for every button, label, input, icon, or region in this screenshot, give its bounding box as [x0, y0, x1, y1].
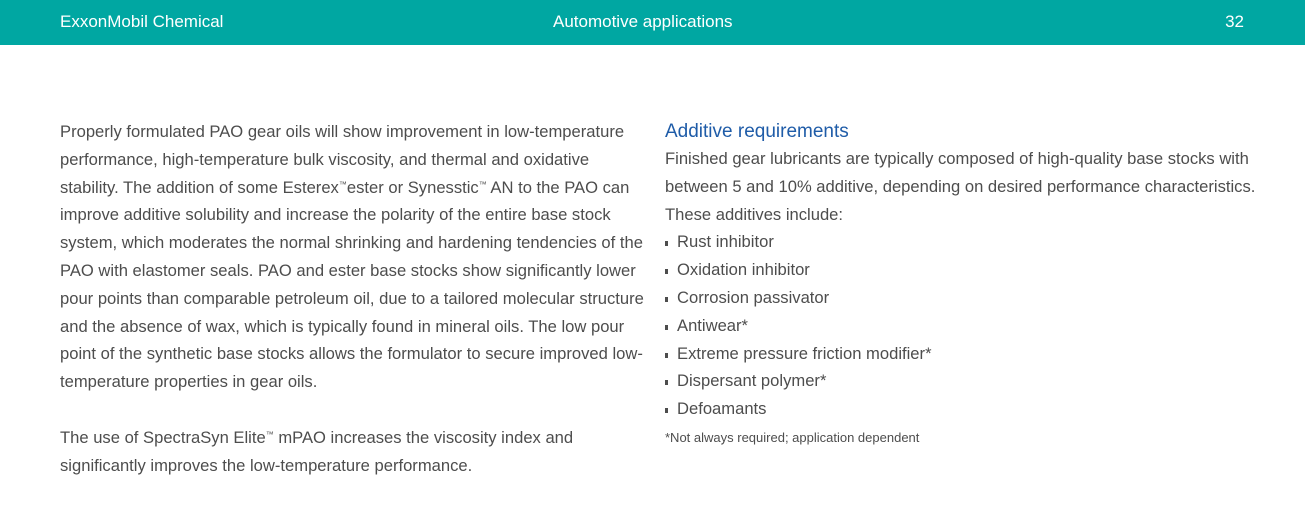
trademark-symbol: ™ — [338, 179, 347, 189]
paragraph-text: ester or Synesstic — [346, 177, 479, 197]
trademark-symbol: ™ — [478, 179, 487, 189]
trademark-symbol: ™ — [265, 429, 274, 439]
page-number: 32 — [1225, 12, 1244, 31]
paragraph-spectrasyn — [60, 424, 650, 480]
paragraph-text: Properly formulated PAO gear oils will show improvement in low-temperature performance, high-temperature bulk viscosity, and thermal and oxidative stability. The addition of some Esterex — [60, 122, 625, 197]
list-item: Oxidation inhibitor — [665, 256, 1265, 284]
additive-requirements-section — [665, 118, 1265, 447]
paragraph-pao-gear-oils — [60, 118, 650, 396]
list-item: Corrosion passivator — [665, 284, 1265, 312]
brand-name: ExxonMobil Chemical — [60, 12, 224, 31]
intro-paragraph: Finished gear lubricants are typically composed of high-quality base stocks with between 5 and 10% additive, depending on desired performance characteristics. These additives include: — [665, 149, 1256, 224]
additive-list — [665, 228, 1265, 423]
footnote: *Not always required; application dependent — [665, 429, 920, 445]
paragraph-text: The use of SpectraSyn Elite — [60, 427, 266, 447]
list-item: Antiwear* — [665, 312, 1265, 340]
paragraph-text: AN to the PAO can improve additive solubility and increase the polarity of the entire base stock system, which moderates the normal shrinking and hardening tendencies of the PAO with elastomer seals. PAO and ester base stocks show significantly lower pour points than comparable petroleum oil, due to a tailored molecular structure and the absence of wax, which is typically found in mineral oils. The low pour point of the synthetic base stocks allows the formulator to secure improved low-temperature properties in gear oils. — [60, 177, 644, 392]
list-item: Extreme pressure friction modifier* — [665, 340, 1265, 368]
paragraph-text: mPAO increases the viscosity index and significantly improves the low-temperature performance. — [60, 427, 574, 475]
list-item: Defoamants — [665, 395, 1265, 423]
section-heading: Additive requirements — [665, 121, 849, 142]
page-header — [0, 0, 1305, 45]
section-title: Automotive applications — [553, 12, 733, 31]
list-item: Dispersant polymer* — [665, 367, 1265, 395]
body-text-column — [60, 118, 650, 479]
list-item: Rust inhibitor — [665, 228, 1265, 256]
